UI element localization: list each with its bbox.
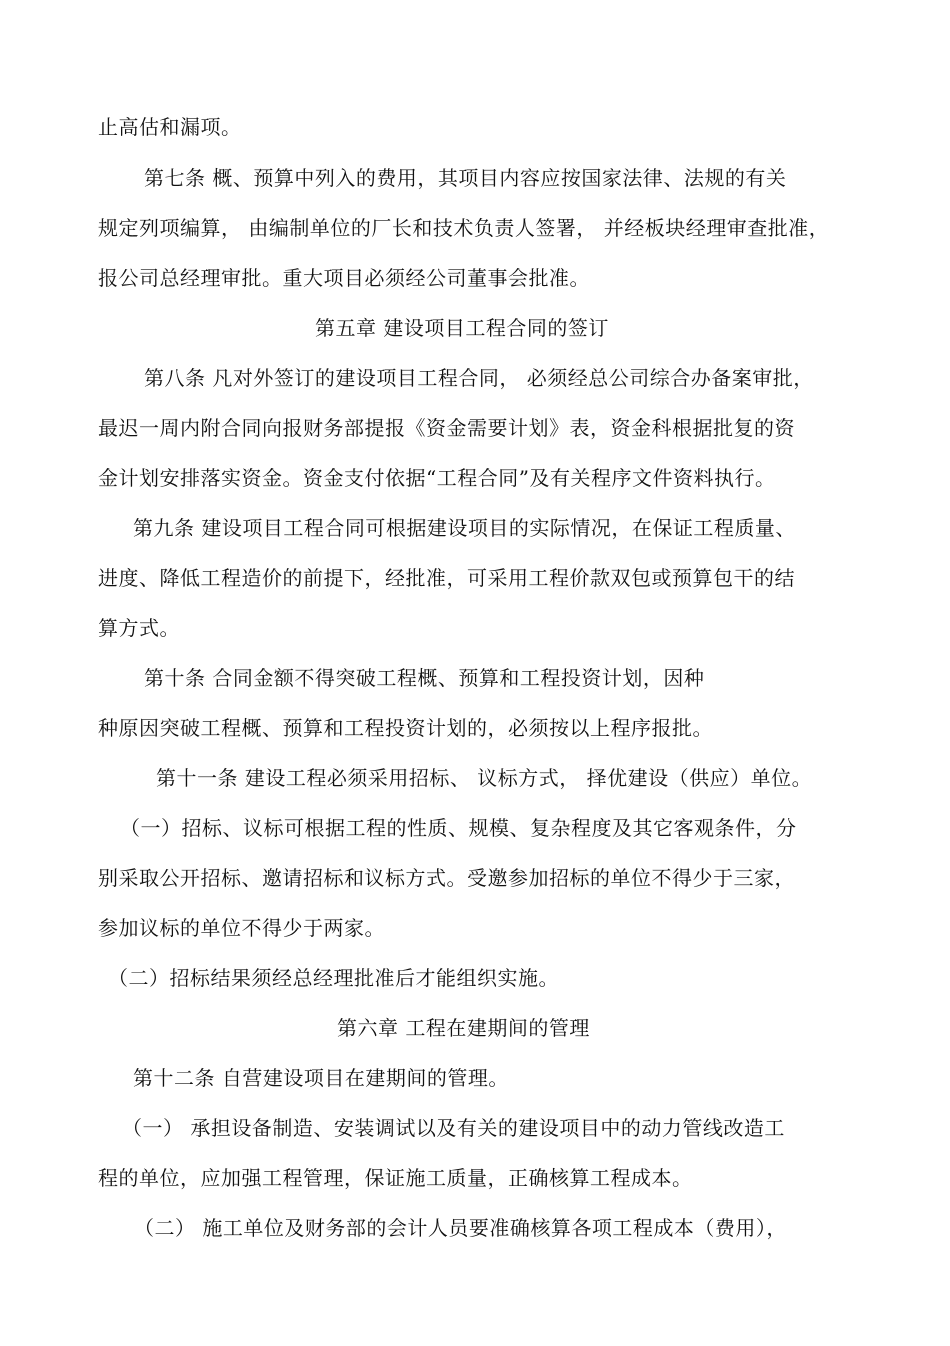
- text-line: 最迟一周内附合同向报财务部提报《资金需要计划》表，资金科根据批复的资: [98, 416, 795, 440]
- text-line: （二） 施工单位及财务部的会计人员要准确核算各项工程成本（费用），: [134, 1216, 787, 1240]
- text-line: 报公司总经理审批。重大项目必须经公司董事会批准。: [98, 266, 590, 290]
- text-line: 规定列项编算， 由编制单位的厂长和技术负责人签署， 并经板块经理审查批准，: [98, 216, 830, 240]
- text-line: 第十条 合同金额不得突破工程概、预算和工程投资计划，因种: [144, 666, 705, 690]
- text-line: 参加议标的单位不得少于两家。: [98, 916, 385, 940]
- text-line: （一） 承担设备制造、安装调试以及有关的建设项目中的动力管线改造工: [122, 1116, 785, 1140]
- text-line: 止高估和漏项。: [98, 115, 242, 139]
- text-line: 程的单位，应加强工程管理，保证施工质量，正确核算工程成本。: [98, 1166, 693, 1190]
- text-line: 第七条 概、预算中列入的费用，其项目内容应按国家法律、法规的有关: [144, 166, 787, 190]
- text-line: 别采取公开招标、邀请招标和议标方式。受邀参加招标的单位不得少于三家，: [98, 866, 795, 890]
- text-line: 第八条 凡对外签订的建设项目工程合同， 必须经总公司综合办备案审批，: [144, 366, 814, 390]
- text-line: 第十一条 建设工程必须采用招标、 议标方式， 择优建设（供应）单位。: [156, 766, 813, 790]
- chapter-heading: 第六章 工程在建期间的管理: [337, 1016, 590, 1040]
- text-line: （一）招标、议标可根据工程的性质、规模、复杂程度及其它客观条件，分: [120, 816, 797, 840]
- text-line: 算方式。: [98, 616, 180, 640]
- text-line: 金计划安排落实资金。资金支付依据“工程合同”及有关程序文件资料执行。: [98, 466, 776, 490]
- text-line: （二）招标结果须经总经理批准后才能组织实施。: [108, 966, 559, 990]
- text-line: 进度、降低工程造价的前提下，经批准，可采用工程价款双包或预算包干的结: [98, 566, 795, 590]
- chapter-heading: 第五章 建设项目工程合同的签订: [315, 316, 609, 340]
- text-line: 第九条 建设项目工程合同可根据建设项目的实际情况，在保证工程质量、: [133, 516, 796, 540]
- text-line: 第十二条 自营建设项目在建期间的管理。: [133, 1066, 509, 1090]
- text-line: 种原因突破工程概、预算和工程投资计划的，必须按以上程序报批。: [98, 716, 713, 740]
